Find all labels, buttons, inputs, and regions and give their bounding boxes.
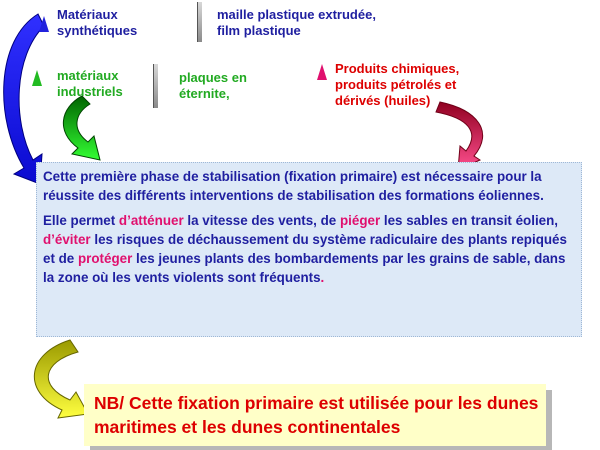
p2-highlight-pieger: piéger [339, 213, 381, 228]
eternit-divider-bar [153, 64, 158, 108]
p2-text-1: Elle permet [43, 213, 119, 228]
yellow-curved-arrow [34, 340, 88, 418]
p2-highlight-proteger: protéger [77, 251, 133, 266]
p2-text-2: la vitesse des vents, de [183, 213, 340, 228]
plastic-divider-bar [197, 2, 202, 42]
blue-curved-arrow [4, 14, 44, 184]
main-paragraph-1: Cette première phase de stabilisation (fixation primaire) est nécessaire pour la réussite des différents interventions de stabilisation des formations éoliennes. [43, 169, 544, 203]
label-plastic-mesh: maille plastique extrudée, film plastique [217, 7, 376, 38]
label-eternit-plates: plaques en éternite, [179, 70, 247, 101]
p2-text-4: les risques de déchaussement du système radiculaire des plants repiqués et de [43, 232, 567, 266]
green-bullet-icon [32, 70, 42, 86]
nb-note-text: NB/ Cette fixation primaire est utilisée pour les dunes maritimes et les dunes continentales [94, 393, 539, 437]
label-chemical-products: Produits chimiques, produits pétrolés et dérivés (huiles) [335, 61, 460, 108]
red-curved-arrow [436, 102, 483, 170]
main-paragraph-2 [43, 211, 575, 287]
nb-note-box [84, 384, 546, 446]
p2-highlight-attenuer: d’atténuer [118, 213, 184, 228]
red-bullet-icon [317, 64, 327, 80]
green-curved-arrow [63, 96, 100, 160]
label-synthetic-materials: Matériaux synthétiques [57, 7, 138, 38]
blue-bullet-icon [39, 16, 49, 32]
label-industrial-materials: matériaux industriels [57, 68, 123, 99]
p2-text-3: les sables en transit éolien, [380, 213, 559, 228]
p2-text-5: les jeunes plants des bombardements par les grains de sable, dans la zone où les vents violents sont fréquents [43, 251, 566, 285]
p2-final-period: . [320, 270, 325, 285]
main-description-box [36, 162, 582, 337]
p2-highlight-eviter: d’éviter [43, 232, 91, 247]
